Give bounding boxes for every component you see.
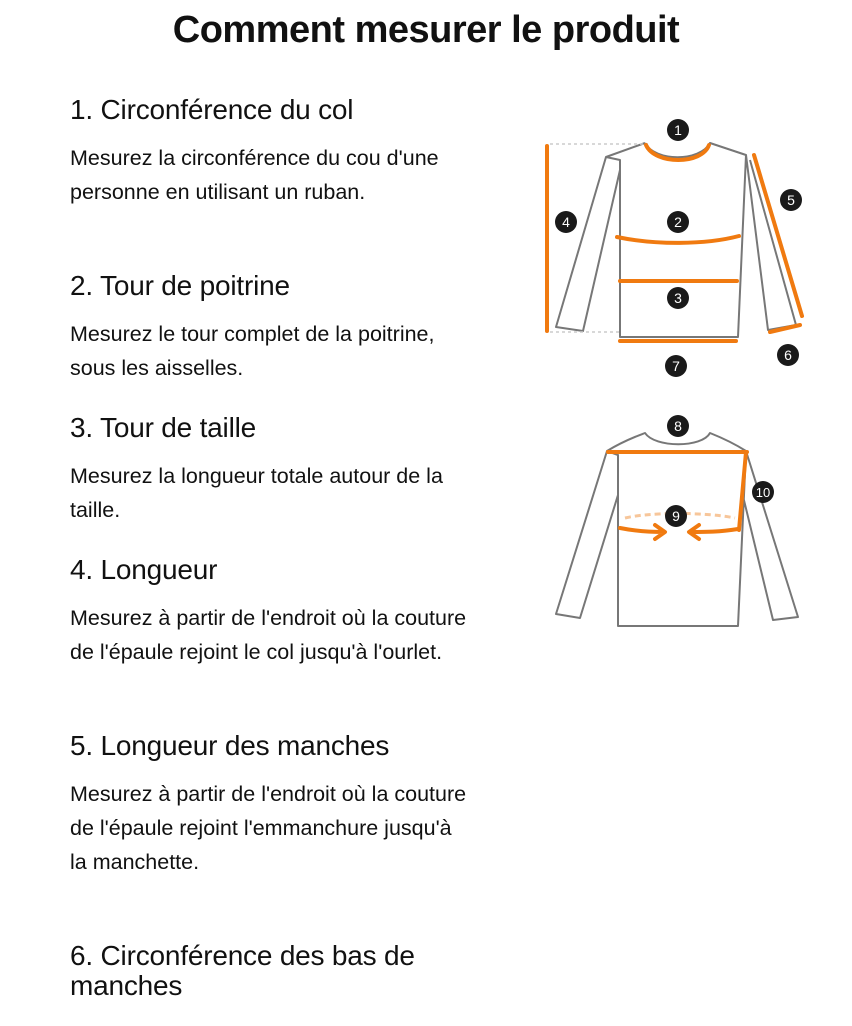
back-chest-right-arrow <box>620 525 665 539</box>
chest-measure-line <box>617 236 739 243</box>
badge-7 <box>665 355 687 377</box>
page-title: Comment mesurer le produit <box>172 9 680 51</box>
svg-text:5: 5 <box>787 192 795 208</box>
badge-6 <box>777 344 799 366</box>
front-measurement-lines <box>547 145 802 341</box>
section-text: Mesurez à partir de l'endroit où la couture de l'épaule rejoint le col jusqu'à l'ourlet. <box>70 606 467 664</box>
section-text: Mesurez la circonférence du cou d'une personne en utilisant un ruban. <box>70 146 439 204</box>
svg-text:4: 4 <box>562 214 570 230</box>
badge-4 <box>555 211 577 233</box>
svg-text:7: 7 <box>672 358 680 374</box>
sleeve-measure-line <box>754 155 802 316</box>
svg-text:1: 1 <box>674 122 682 138</box>
section-text: Mesurez le tour complet de la poitrine, sous les aisselles. <box>70 322 435 380</box>
badge-1 <box>667 119 689 141</box>
badge-9 <box>665 505 687 527</box>
svg-text:6: 6 <box>784 347 792 363</box>
section-heading: 5. Longueur des manches <box>70 730 390 761</box>
back-chest-left-arrow <box>689 525 738 539</box>
svg-text:10: 10 <box>755 485 771 500</box>
section-text: Mesurez la longueur totale autour de la taille. <box>70 464 443 522</box>
badge-3 <box>667 287 689 309</box>
svg-text:9: 9 <box>672 508 680 524</box>
section-heading: 2. Tour de poitrine <box>70 270 290 301</box>
section-heading: 1. Circonférence du col <box>70 94 354 125</box>
svg-text:3: 3 <box>674 290 682 306</box>
section-heading: 6. Circonférence des bas de manches <box>70 940 415 1001</box>
badge-5 <box>780 189 802 211</box>
svg-text:2: 2 <box>674 214 682 230</box>
badge-10 <box>752 481 774 503</box>
badge-8 <box>667 415 689 437</box>
svg-text:8: 8 <box>674 418 682 434</box>
sweater-back-illustration <box>556 433 798 626</box>
section-text: Mesurez à partir de l'endroit où la couture de l'épaule rejoint l'emmanchure jusqu'à la manchette. <box>70 782 467 874</box>
section-heading: 3. Tour de taille <box>70 412 256 443</box>
badge-2 <box>667 211 689 233</box>
section-heading: 4. Longueur <box>70 554 218 585</box>
